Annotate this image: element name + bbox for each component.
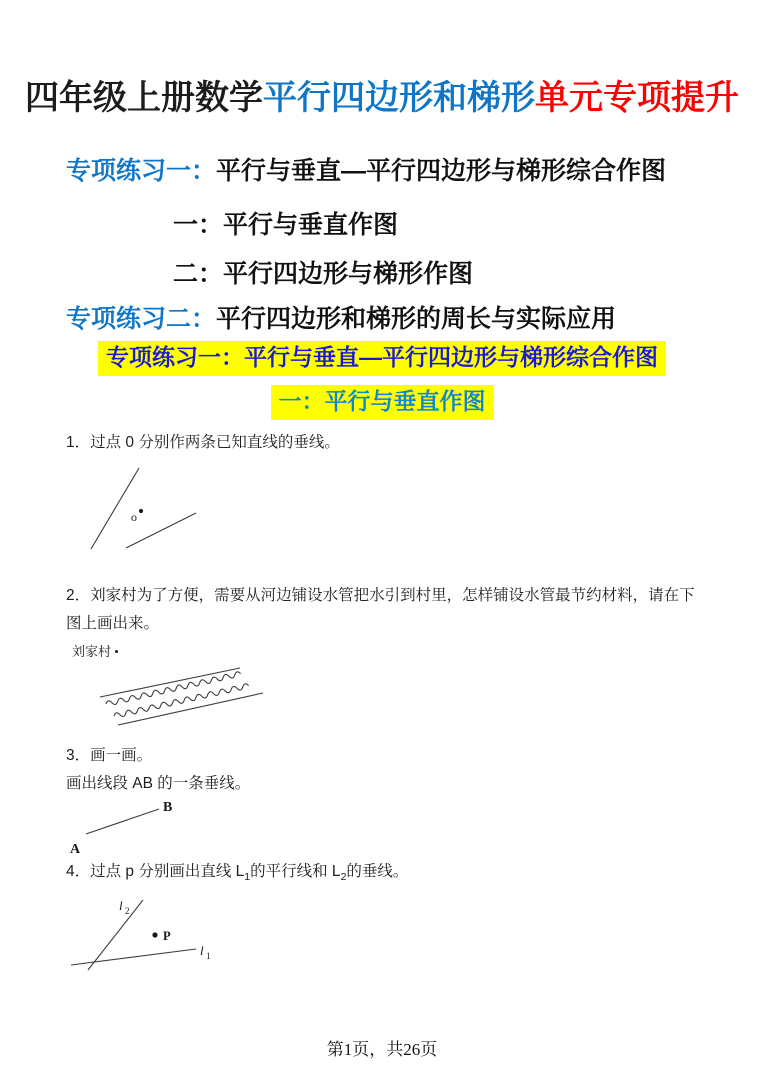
toc-exercise-1-prefix: 专项练习一： <box>66 157 217 185</box>
page-title-blue-part: 平行四边形和梯形 <box>263 79 535 117</box>
q4-point-p-dot <box>152 932 157 937</box>
village-label: 刘家村 • <box>72 644 119 659</box>
q4-text-subscript-1: 1 <box>244 871 251 884</box>
question-1-text: 1．过点 0 分别作两条已知直线的垂线。 <box>66 434 340 451</box>
section-banner-part-1 <box>0 385 764 420</box>
q1-steep-line <box>91 468 139 549</box>
q1-point-o-label: o <box>131 510 137 524</box>
section-banner-exercise-1-text: 专项练习一：平行与垂直—平行四边形与梯形综合作图 <box>98 341 666 376</box>
page-title-red-part: 单元专项提升 <box>535 79 739 117</box>
toc-line-part-2: 二：平行四边形与梯形作图 <box>173 260 474 288</box>
q4-text-subscript-2: 2 <box>340 871 347 884</box>
section-banner-exercise-1 <box>0 341 764 376</box>
question-3-text-line-2: 画出线段 AB 的一条垂线。 <box>66 775 251 792</box>
question-3-segment-figure <box>60 790 230 860</box>
question-4-text <box>66 859 408 883</box>
section-banner-part-1-text: 一：平行与垂直作图 <box>271 385 494 420</box>
q3-label-b: B <box>163 800 173 815</box>
question-2-river-figure <box>90 652 275 747</box>
q4-text-part-2: 的平行线和 L <box>250 863 341 880</box>
question-2-text-line-2: 图上画出来。 <box>66 615 160 632</box>
q4-line-l2-label: l <box>119 898 123 913</box>
page-title <box>0 70 764 119</box>
q1-point-dot <box>139 509 143 513</box>
q3-segment-ab <box>86 809 159 834</box>
toc-line-exercise-2 <box>66 299 616 335</box>
question-4-lines-figure <box>60 888 235 988</box>
toc-line-exercise-1 <box>66 151 666 187</box>
toc-exercise-1-title: 平行与垂直—平行四边形与梯形综合作图 <box>216 157 667 185</box>
question-3-text-line-1: 3．画一画。 <box>66 747 153 764</box>
q4-line-l1 <box>71 949 196 965</box>
q4-line-l1-label: l <box>200 943 204 958</box>
page-title-black-part: 四年级上册数学 <box>25 79 263 117</box>
question-2-text-line-1: 2．刘家村为了方便，需要从河边铺设水管把水引到村里，怎样铺设水管最节约材料，请在下 <box>66 587 695 604</box>
q4-point-p-label: P <box>163 929 171 943</box>
toc-exercise-2-title: 平行四边形和梯形的周长与实际应用 <box>216 305 617 333</box>
question-1-figure <box>70 458 220 558</box>
q4-line-l2-label-sub: 2 <box>125 906 130 916</box>
page-footer: 第1页，共26页 <box>326 1040 438 1059</box>
q4-line-l1-label-sub: 1 <box>206 951 211 961</box>
q3-label-a: A <box>70 842 81 857</box>
toc-line-part-1: 一：平行与垂直作图 <box>173 211 399 239</box>
toc-exercise-2-prefix: 专项练习二： <box>66 305 217 333</box>
q4-text-part-1: 4．过点 p 分别画出直线 L <box>66 863 245 880</box>
q4-text-part-3: 的垂线。 <box>346 863 409 880</box>
